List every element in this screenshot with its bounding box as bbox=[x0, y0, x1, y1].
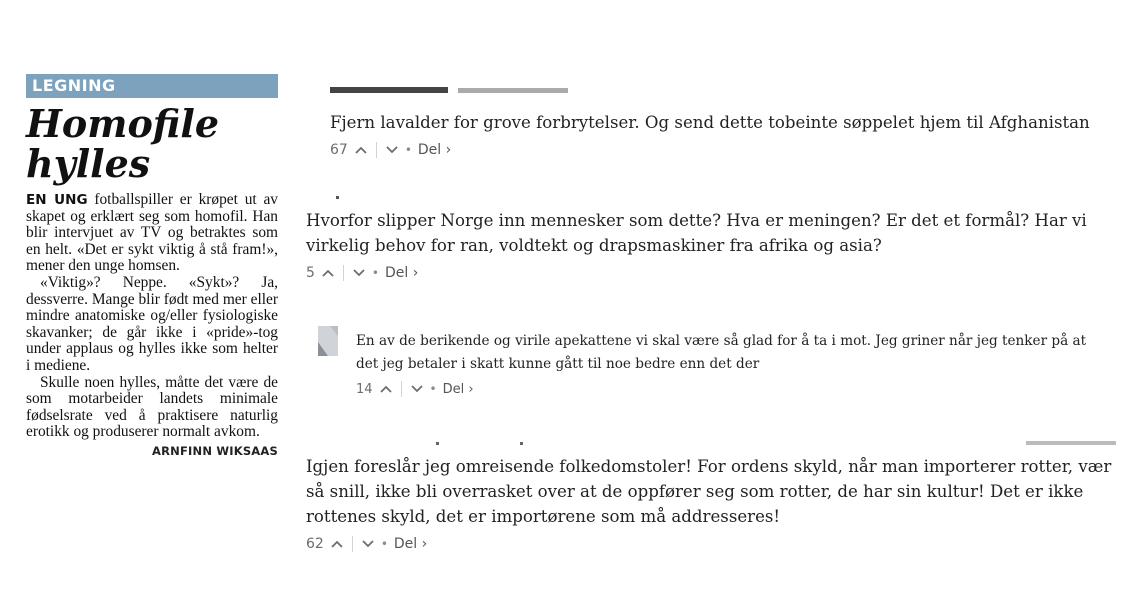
comment-actions bbox=[356, 378, 1096, 400]
comment-actions bbox=[330, 139, 1130, 161]
cropped-fragment bbox=[336, 196, 339, 199]
article-paragraph-3: Skulle noen hylles, måtte det være de som motarbeider landets minimale fødselsrate ved å praktisere naturlig erotikk og produserer normalt avkom. bbox=[26, 373, 278, 441]
upvote-button[interactable] bbox=[321, 268, 335, 278]
upvote-button[interactable] bbox=[379, 384, 393, 394]
chevron-up-icon bbox=[354, 145, 368, 155]
chevron-down-icon bbox=[352, 268, 366, 278]
divider bbox=[376, 142, 377, 158]
comment-actions bbox=[306, 262, 1126, 284]
paragraph-1-text: fotballspiller er krøpet ut av skapet og erklært seg som homofil. Han blir intervjuet av TV og betraktes som en helt. «Det er sykt viktig å stå fram!», mener den unge homsen. bbox=[26, 191, 279, 275]
article-paragraph-2: «Viktig»? Neppe. «Sykt»? Ja, dessverre. Mange blir født med mer eller mindre anatomiske og/eller fysiologiske skavanker; de går ikke i «pride»-tog under applaus og hylles ikke som helter i mediene. bbox=[26, 273, 278, 374]
share-link[interactable]: Del › bbox=[393, 536, 428, 552]
lead-in: EN UNG bbox=[26, 192, 88, 208]
cropped-author-remnant bbox=[330, 85, 570, 93]
comment-4 bbox=[306, 454, 1126, 555]
chevron-up-icon bbox=[379, 384, 393, 394]
comment-text: Igjen foreslår jeg omreisende folkedomstoler! For ordens skyld, når man importerer rotter, vær så snill, ikke bli overrasket over at de oppfører seg som rotter, de har sin kultur! Det er ikke rottenes skyld, det er importørene som må addresseres! bbox=[306, 457, 1112, 526]
article-headline bbox=[26, 101, 278, 186]
downvote-button[interactable] bbox=[410, 384, 424, 394]
comment-1 bbox=[330, 110, 1130, 161]
headline-line-1: Homofile bbox=[26, 101, 220, 146]
divider bbox=[343, 265, 344, 281]
separator-dot: • bbox=[371, 266, 379, 280]
headline-line-2: hylles bbox=[26, 141, 151, 186]
separator-dot: • bbox=[380, 537, 388, 551]
article-paragraph-1 bbox=[26, 192, 278, 275]
comment-text: En av de berikende og virile apekattene vi skal være så glad for å ta i mot. Jeg griner når jeg tenker på at det jeg betaler i skatt kunne gått til noe bedre enn det der bbox=[356, 333, 1087, 372]
chevron-up-icon bbox=[330, 539, 344, 549]
comment-3 bbox=[356, 330, 1096, 400]
comment-actions bbox=[306, 533, 1126, 555]
vote-count: 62 bbox=[306, 536, 324, 552]
downvote-button[interactable] bbox=[361, 539, 375, 549]
comment-text: Hvorfor slipper Norge inn mennesker som dette? Hva er meningen? Er det et formål? Har vi virkelig behov for ran, voldtekt og drapsmaskiner fra afrika og asia? bbox=[306, 211, 1087, 255]
share-link[interactable]: Del › bbox=[385, 265, 419, 281]
chevron-up-icon bbox=[321, 268, 335, 278]
divider bbox=[352, 536, 353, 552]
comment-2 bbox=[306, 208, 1126, 284]
share-link[interactable]: Del › bbox=[442, 381, 474, 397]
cropped-text-fragment bbox=[330, 85, 570, 93]
chevron-down-icon bbox=[385, 145, 399, 155]
user-avatar-icon[interactable] bbox=[316, 322, 340, 360]
vote-count: 14 bbox=[356, 381, 373, 397]
newspaper-clipping bbox=[26, 74, 278, 458]
upvote-button[interactable] bbox=[354, 145, 368, 155]
chevron-down-icon bbox=[410, 384, 424, 394]
cropped-text-fragment bbox=[306, 438, 1126, 446]
downvote-button[interactable] bbox=[352, 268, 366, 278]
article-byline: ARNFINN WIKSAAS bbox=[151, 443, 278, 458]
separator-dot: • bbox=[404, 143, 412, 157]
divider bbox=[401, 381, 402, 397]
category-label: LEGNING bbox=[26, 74, 278, 98]
comment-text: Fjern lavalder for grove forbrytelser. Og send dette tobeinte søppelet hjem til Afghanistan bbox=[330, 113, 1090, 132]
article-body bbox=[26, 192, 278, 441]
separator-dot: • bbox=[429, 382, 437, 396]
downvote-button[interactable] bbox=[385, 145, 399, 155]
upvote-button[interactable] bbox=[330, 539, 344, 549]
share-link[interactable]: Del › bbox=[417, 142, 452, 158]
vote-count: 67 bbox=[330, 142, 348, 158]
chevron-down-icon bbox=[361, 539, 375, 549]
vote-count: 5 bbox=[306, 265, 315, 281]
